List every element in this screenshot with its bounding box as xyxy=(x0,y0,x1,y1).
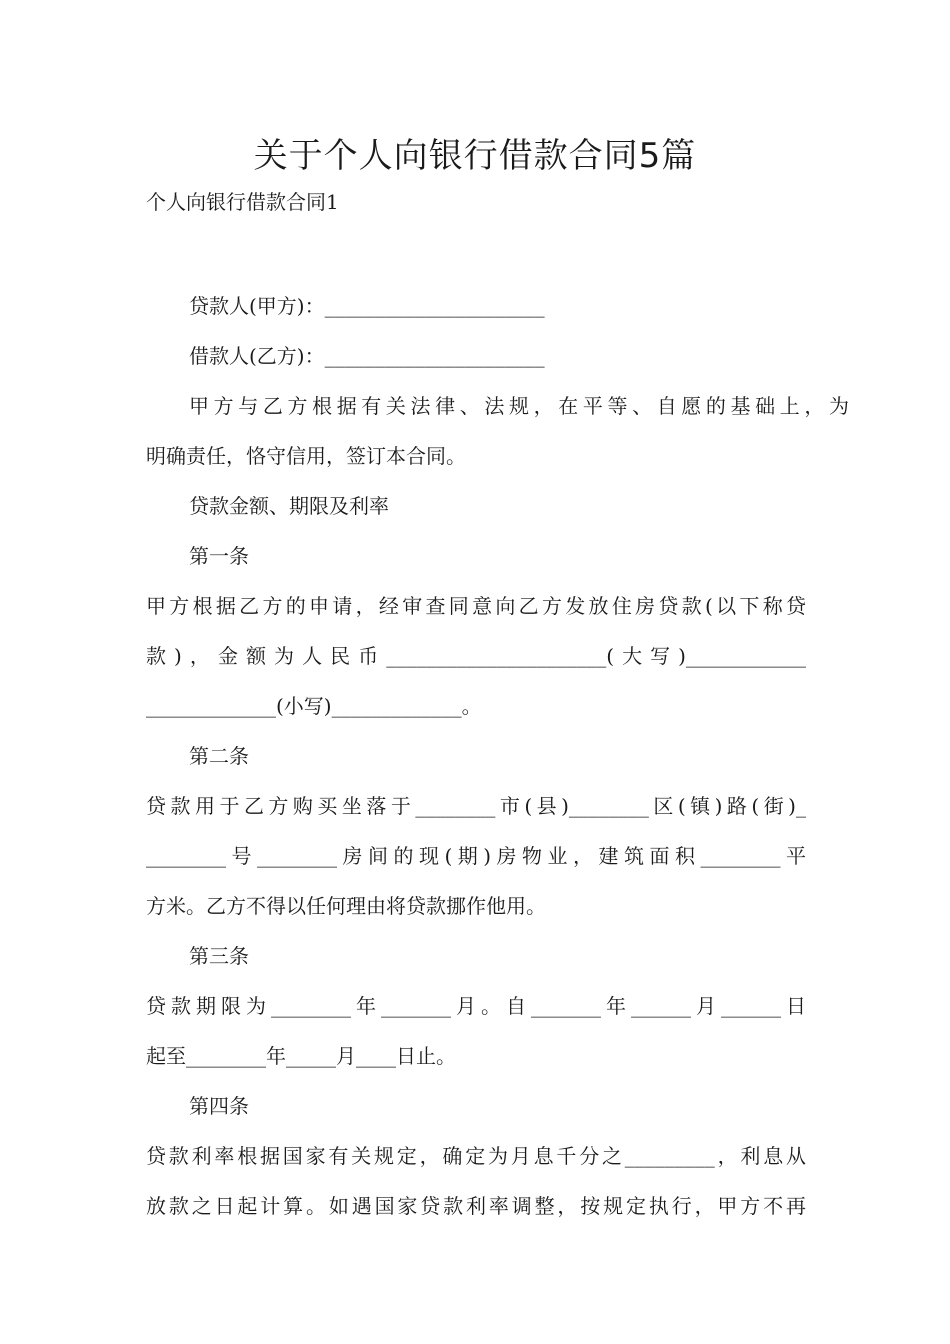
borrower-field: 借款人(乙方)：______________________ xyxy=(189,344,545,368)
article-2-line-3: 方米。乙方不得以任何理由将贷款挪作他用。 xyxy=(146,894,546,918)
article-1-line-3: _____________(小写)_____________。 xyxy=(146,694,482,718)
article-4-line-1: 贷款利率根据国家有关规定，确定为月息千分之_________，利息从 xyxy=(146,1144,806,1168)
preamble-line-1: 甲方与乙方根据有关法律、法规，在平等、自愿的基础上，为 xyxy=(189,394,849,418)
article-1-line-1: 甲方根据乙方的申请，经审查同意向乙方发放住房贷款(以下称贷 xyxy=(146,594,806,618)
article-3-line-1: 贷款期限为________年_______月。自_______年______月______日 xyxy=(146,994,806,1018)
article-2-line-2: ________号________房间的现(期)房物业，建筑面积________平 xyxy=(146,844,806,868)
contract-subtitle: 个人向银行借款合同1 xyxy=(146,190,339,214)
article-4-line-2: 放款之日起计算。如遇国家贷款利率调整，按规定执行，甲方不再 xyxy=(146,1194,806,1218)
preamble-line-2: 明确责任，恪守信用，签订本合同。 xyxy=(146,444,466,468)
article-3-heading: 第三条 xyxy=(189,944,249,968)
article-3-line-2: 起至________年_____月____日止。 xyxy=(146,1044,456,1068)
article-2-heading: 第二条 xyxy=(189,744,249,768)
section-heading: 贷款金额、期限及利率 xyxy=(189,494,389,518)
document-title: 关于个人向银行借款合同5篇 xyxy=(253,136,697,176)
article-1-line-2: 款)，金额为人民币______________________(大写)____________ xyxy=(146,644,806,668)
lender-field: 贷款人(甲方)：______________________ xyxy=(189,294,545,318)
article-2-line-1: 贷款用于乙方购买坐落于________市(县)________区(镇)路(街)_ xyxy=(146,794,806,818)
article-1-heading: 第一条 xyxy=(189,544,249,568)
article-4-heading: 第四条 xyxy=(189,1094,249,1118)
